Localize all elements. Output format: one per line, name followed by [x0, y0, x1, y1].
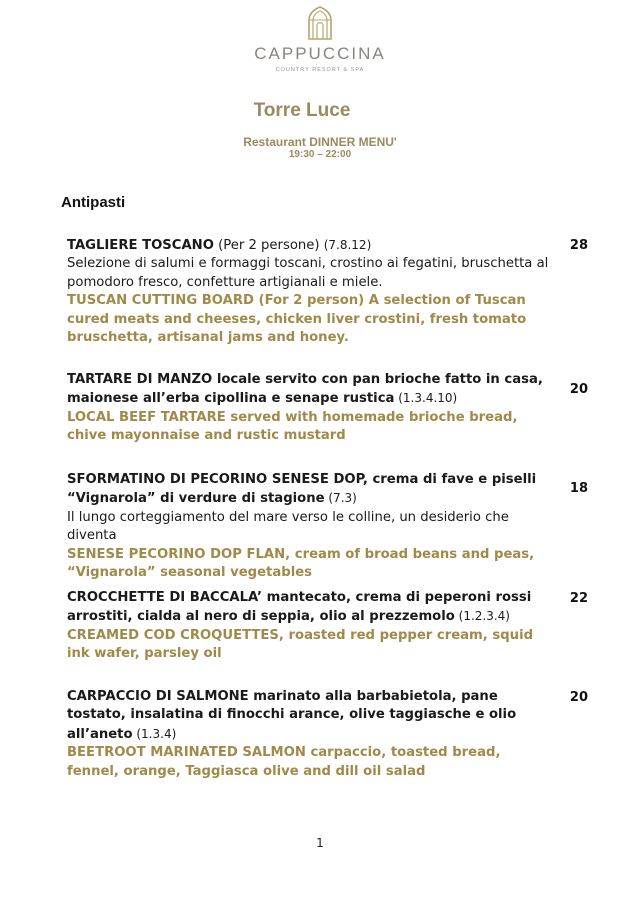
item-allergens: (1.3.4)	[132, 726, 177, 741]
menu-item	[67, 589, 555, 664]
item-allergens: (1.2.3.4)	[454, 609, 510, 624]
item-english: TUSCAN CUTTING BOARD (For 2 person) A selection of Tuscan cured meats and cheeses, chicken liver crostini, fresh tomato bruschetta, artisanal jams and honey.	[67, 293, 527, 346]
item-name: SFORMATINO DI PECORINO SENESE DOP, crema di fave e piselli “Vignarola” di verdure di stagione	[67, 472, 537, 507]
item-name: CROCCHETTE DI BACCALA’ mantecato, crema di peperoni rossi arrostiti, cialda al nero di seppia, olio al prezzemolo	[67, 590, 532, 625]
restaurant-name: Torre Luce	[253, 100, 351, 121]
menu-item	[67, 371, 555, 446]
menu-item	[67, 688, 555, 781]
item-name: TAGLIERE TOSCANO	[67, 238, 214, 253]
brand-name: CAPPUCCINA	[254, 44, 386, 63]
tower-logo-icon	[305, 6, 335, 40]
menu-item	[67, 471, 555, 582]
item-english: LOCAL BEEF TARTARE served with homemade brioche bread, chive mayonnaise and rustic mustard	[67, 409, 518, 444]
section-title: Antipasti	[61, 194, 126, 211]
resort-logo	[0, 6, 640, 73]
item-allergens: (7.3)	[324, 491, 357, 506]
menu-hours: 19:30 – 22:00	[288, 149, 352, 160]
item-price: 18	[569, 481, 588, 496]
item-allergens: (7.8.12)	[323, 238, 372, 252]
item-name: TARTARE DI MANZO locale servito con pan brioche fatto in casa, maionese all’erba cipollina e senape rustica	[67, 372, 543, 407]
menu-title: Restaurant DINNER MENU'	[243, 135, 397, 149]
brand-subtitle: COUNTRY RESORT & SPA	[275, 67, 365, 73]
item-allergens: (1.3.4.10)	[394, 391, 458, 406]
item-english: BEETROOT MARINATED SALMON carpaccio, toasted bread, fennel, orange, Taggiasca olive and dill oil salad	[67, 745, 501, 779]
item-english: SENESE PECORINO DOP FLAN, cream of broad beans and peas, “Vignarola” seasonal vegetables	[67, 546, 535, 581]
item-price: 20	[569, 382, 588, 397]
item-price: 20	[569, 690, 588, 705]
item-name: CARPACCIO DI SALMONE marinato alla barbabietola, pane tostato, insalatina di finocchi arance, olive taggiasche e olio all’aneto	[67, 689, 517, 742]
item-description: Il lungo corteggiamento del mare verso le colline, un desiderio che diventa	[67, 509, 509, 544]
item-description: Selezione di salumi e formaggi toscani, crostino ai fegatini, bruschetta al pomodoro fresco, confetture artigianali e miele.	[67, 256, 549, 290]
item-name-detail: (Per 2 persone)	[213, 238, 324, 253]
item-price: 22	[569, 591, 588, 606]
item-price: 28	[569, 238, 588, 253]
item-english: CREAMED COD CROQUETTES, roasted red pepper cream, squid ink wafer, parsley oil	[67, 627, 534, 662]
page-number: 1	[316, 836, 324, 850]
menu-item	[67, 236, 555, 347]
